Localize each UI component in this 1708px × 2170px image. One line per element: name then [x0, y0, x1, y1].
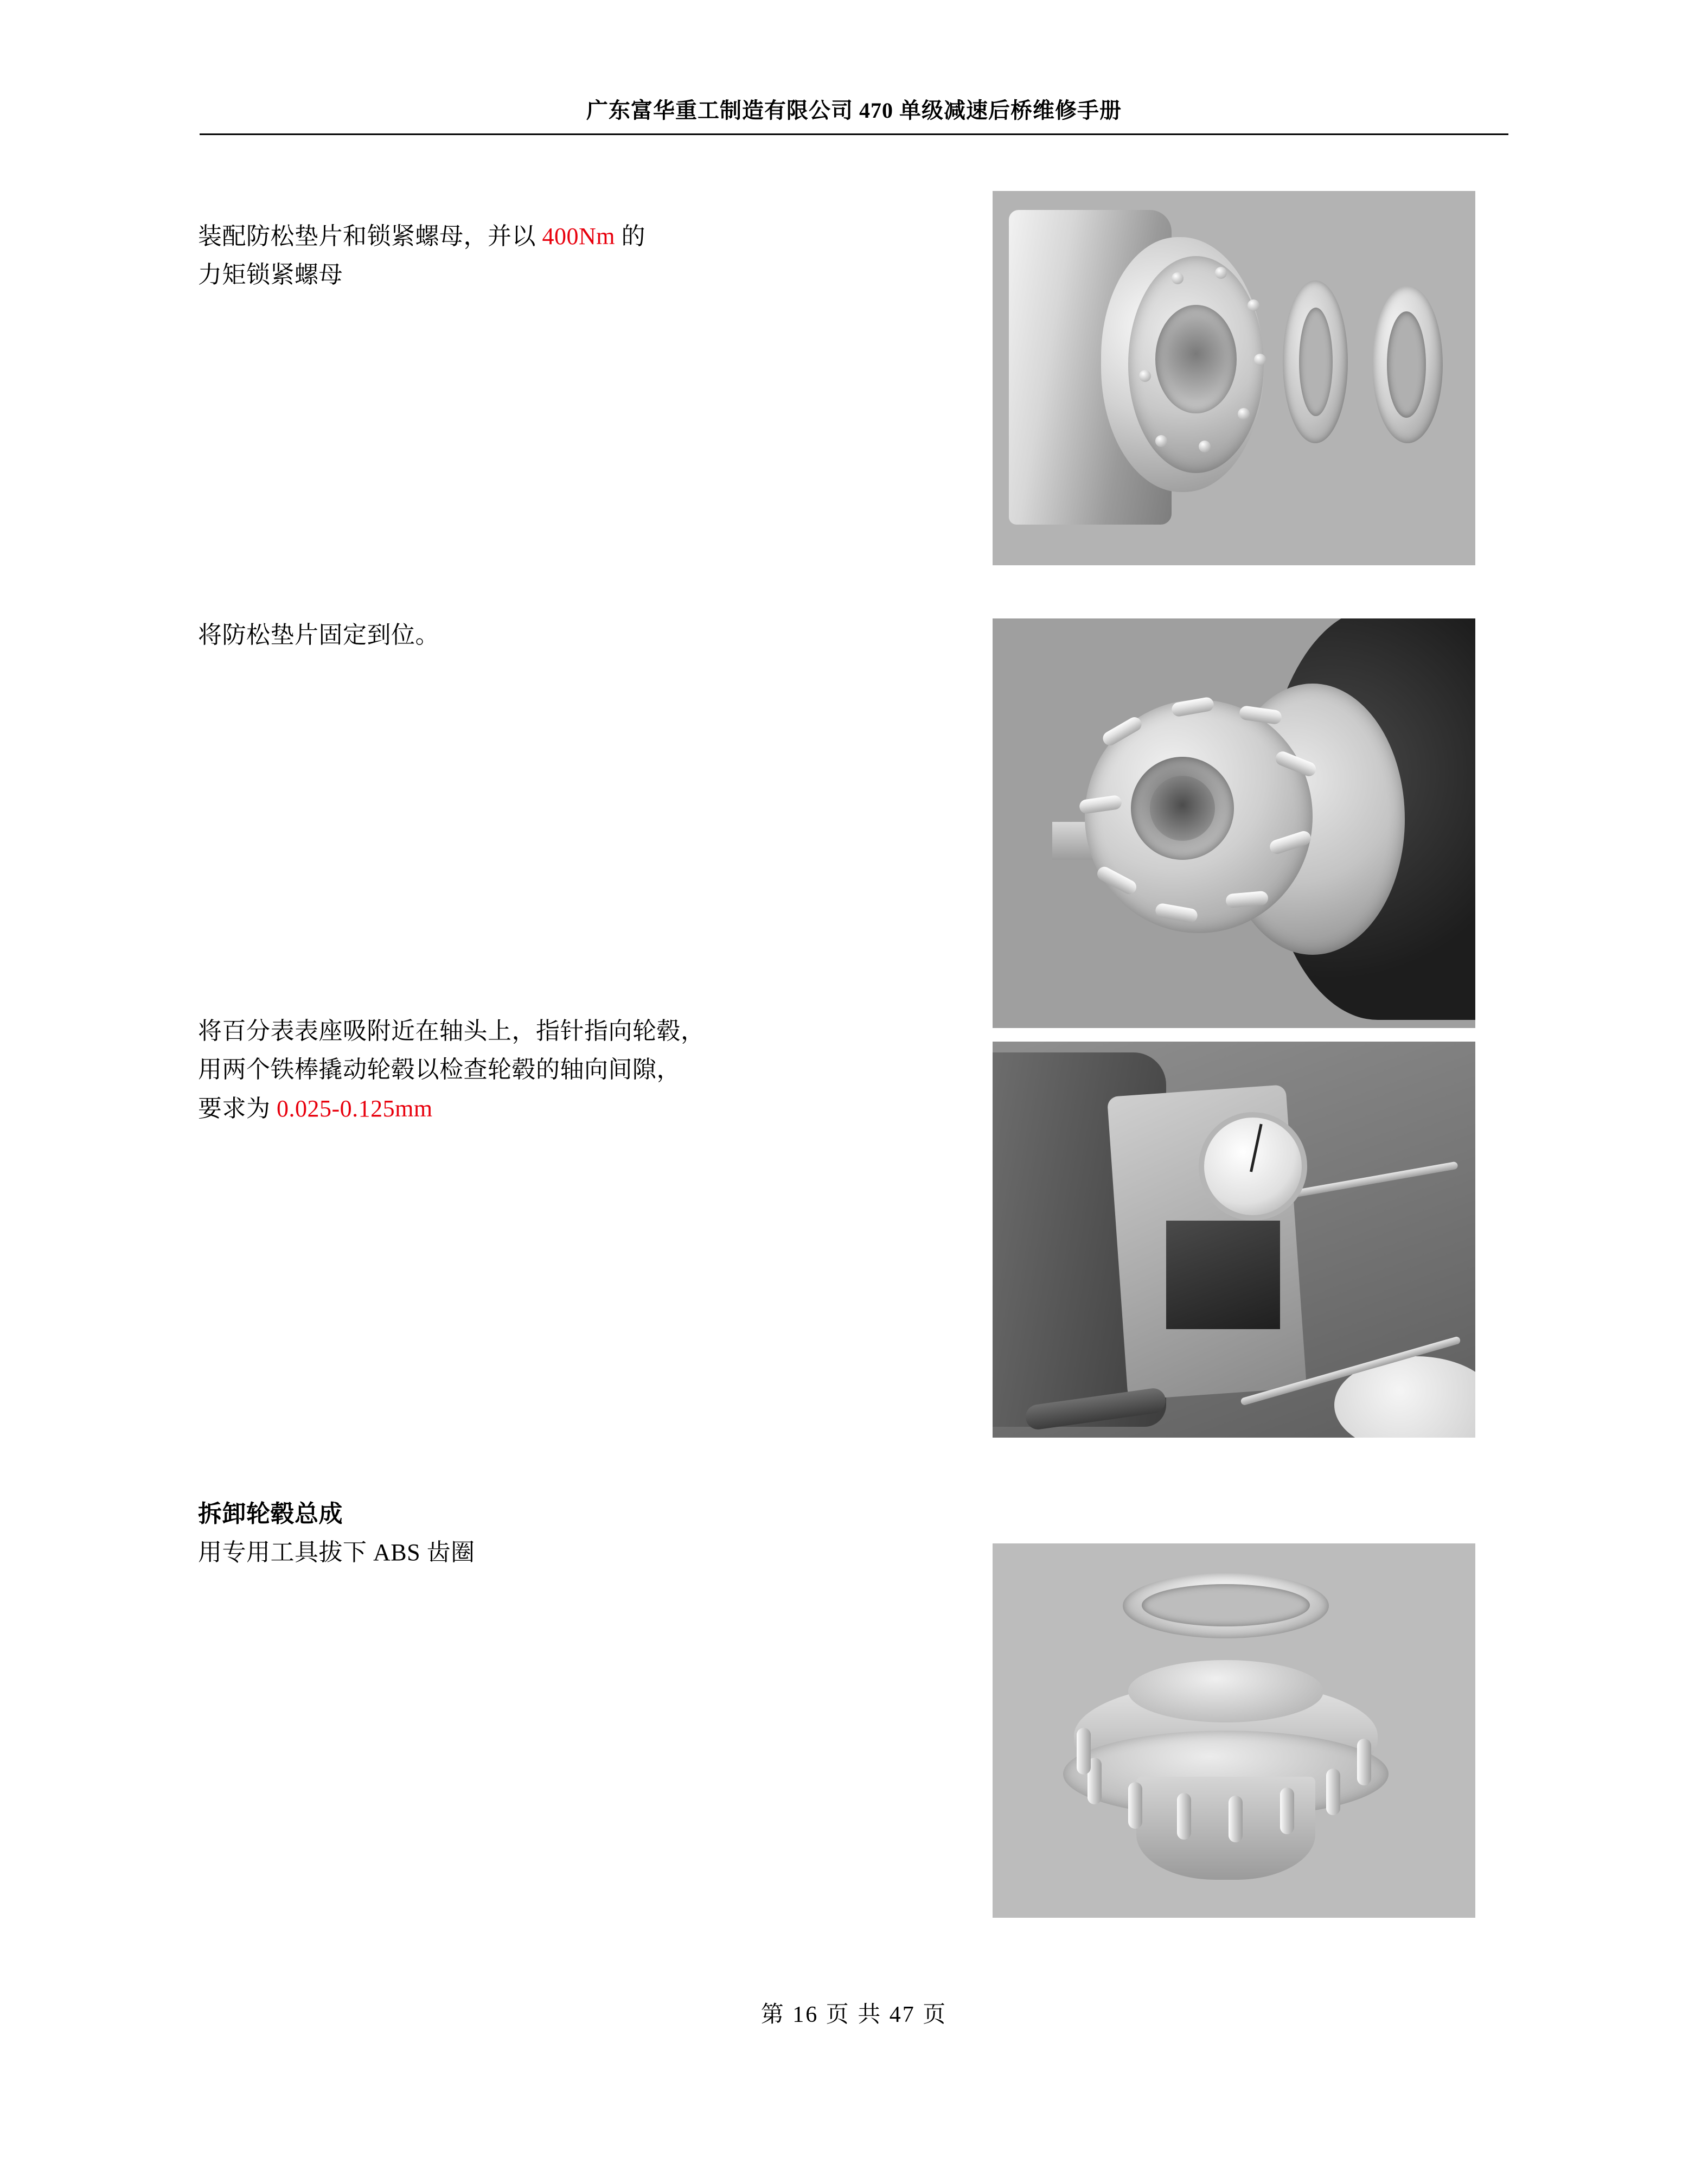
- header-title: 广东富华重工制造有限公司 470 单级减速后桥维修手册: [586, 98, 1122, 123]
- wheel-stud: [1077, 1728, 1091, 1775]
- instruction-line: [198, 1050, 990, 1089]
- bolt-hole: [1172, 272, 1184, 284]
- bolt-hole: [1248, 299, 1259, 311]
- bolt-hole: [1215, 267, 1227, 279]
- bolt-hole: [1155, 435, 1167, 447]
- text-segment: 装配防松垫片和锁紧螺母，并以: [198, 223, 542, 250]
- text-segment: 用两个铁棒撬动轮毂以检查轮毂的轴向间隙，: [198, 1056, 681, 1083]
- magnetic-base-shape: [1166, 1221, 1280, 1329]
- wheel-stud: [1357, 1739, 1371, 1785]
- instruction-block-3: [198, 1012, 990, 1128]
- instruction-block-2: [198, 616, 968, 654]
- text-segment: 用专用工具拔下 ABS 齿圈: [198, 1539, 475, 1566]
- instruction-line: [198, 256, 968, 294]
- lock-washer-bore: [1299, 308, 1333, 416]
- hub-top-shape: [1128, 1660, 1323, 1722]
- wheel-stud: [1229, 1796, 1243, 1842]
- text-segment: 拆卸轮毂总成: [198, 1501, 343, 1527]
- text-segment: 要求为: [198, 1095, 277, 1122]
- figure-hub-assembled: [993, 618, 1475, 1028]
- instruction-line: [198, 1012, 990, 1050]
- wheel-stud: [1128, 1782, 1142, 1829]
- instruction-line: [198, 616, 968, 654]
- text-segment: 力矩锁紧螺母: [198, 261, 343, 289]
- highlight-value: 0.025-0.125mm: [277, 1095, 433, 1122]
- page-footer: 第 16 页 共 47 页: [760, 2002, 948, 2027]
- lock-nut-bore: [1387, 311, 1426, 418]
- figure-graphic: [993, 191, 1475, 565]
- wheel-stud: [1326, 1769, 1340, 1815]
- figure-dial-indicator: [993, 1042, 1475, 1438]
- figure-graphic: [993, 618, 1475, 1028]
- wheel-stud: [1280, 1788, 1294, 1834]
- hub-bore-shape: [1150, 776, 1215, 841]
- section-subheading: [198, 1495, 990, 1533]
- wheel-stud: [1177, 1793, 1191, 1840]
- figure-abs-ring: [993, 1543, 1475, 1918]
- instruction-line: [198, 217, 968, 256]
- bolt-hole: [1238, 408, 1250, 420]
- text-segment: 将百分表表座吸附近在轴头上，指针指向轮毂，: [198, 1018, 705, 1044]
- bolt-hole: [1254, 354, 1266, 366]
- bolt-hole: [1139, 370, 1151, 382]
- figure-graphic: [993, 1042, 1475, 1438]
- header-divider: [200, 133, 1508, 135]
- figure-graphic: [993, 1543, 1475, 1918]
- page-header: [200, 98, 1508, 124]
- bolt-hole: [1199, 441, 1211, 452]
- highlight-value: 400Nm: [542, 223, 615, 250]
- instruction-line: [198, 1533, 990, 1572]
- hub-bore-shape: [1155, 305, 1237, 413]
- text-segment: 将防松垫片固定到位。: [198, 622, 439, 648]
- instruction-block-4: [198, 1495, 990, 1572]
- figure-hub-exploded: [993, 191, 1475, 565]
- instruction-line: [198, 1089, 990, 1128]
- text-segment: 的: [615, 223, 645, 250]
- abs-tone-ring-bore: [1142, 1584, 1310, 1626]
- instruction-block-1: [198, 217, 968, 295]
